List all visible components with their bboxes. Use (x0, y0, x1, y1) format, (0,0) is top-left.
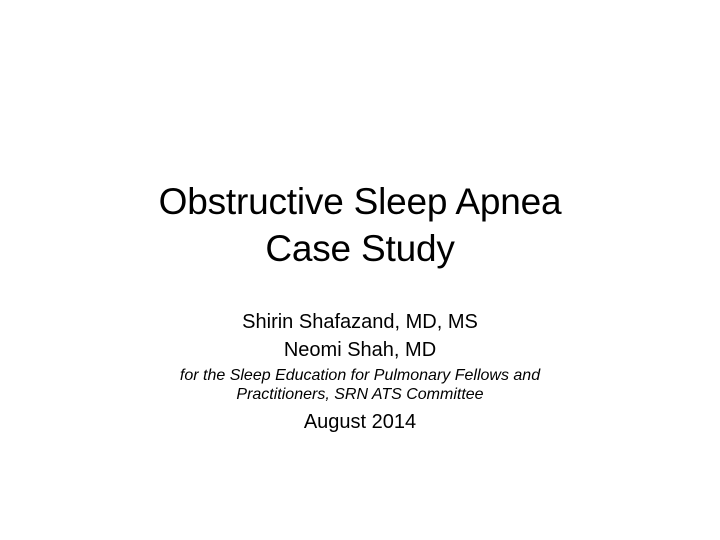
affiliation-line-1: for the Sleep Education for Pulmonary Fellows and (179, 367, 541, 384)
presentation-date: August 2014 (303, 411, 417, 433)
author-2: Neomi Shah, MD (283, 339, 437, 361)
title-line-2: Case Study (265, 228, 455, 269)
slide-subtitle (60, 308, 660, 435)
slide-title (54, 178, 666, 272)
affiliation (60, 366, 660, 404)
author-1: Shirin Shafazand, MD, MS (242, 311, 478, 333)
title-line-1: Obstructive Sleep Apnea (158, 181, 562, 222)
affiliation-line-2: Practitioners, SRN ATS Committee (236, 386, 484, 403)
